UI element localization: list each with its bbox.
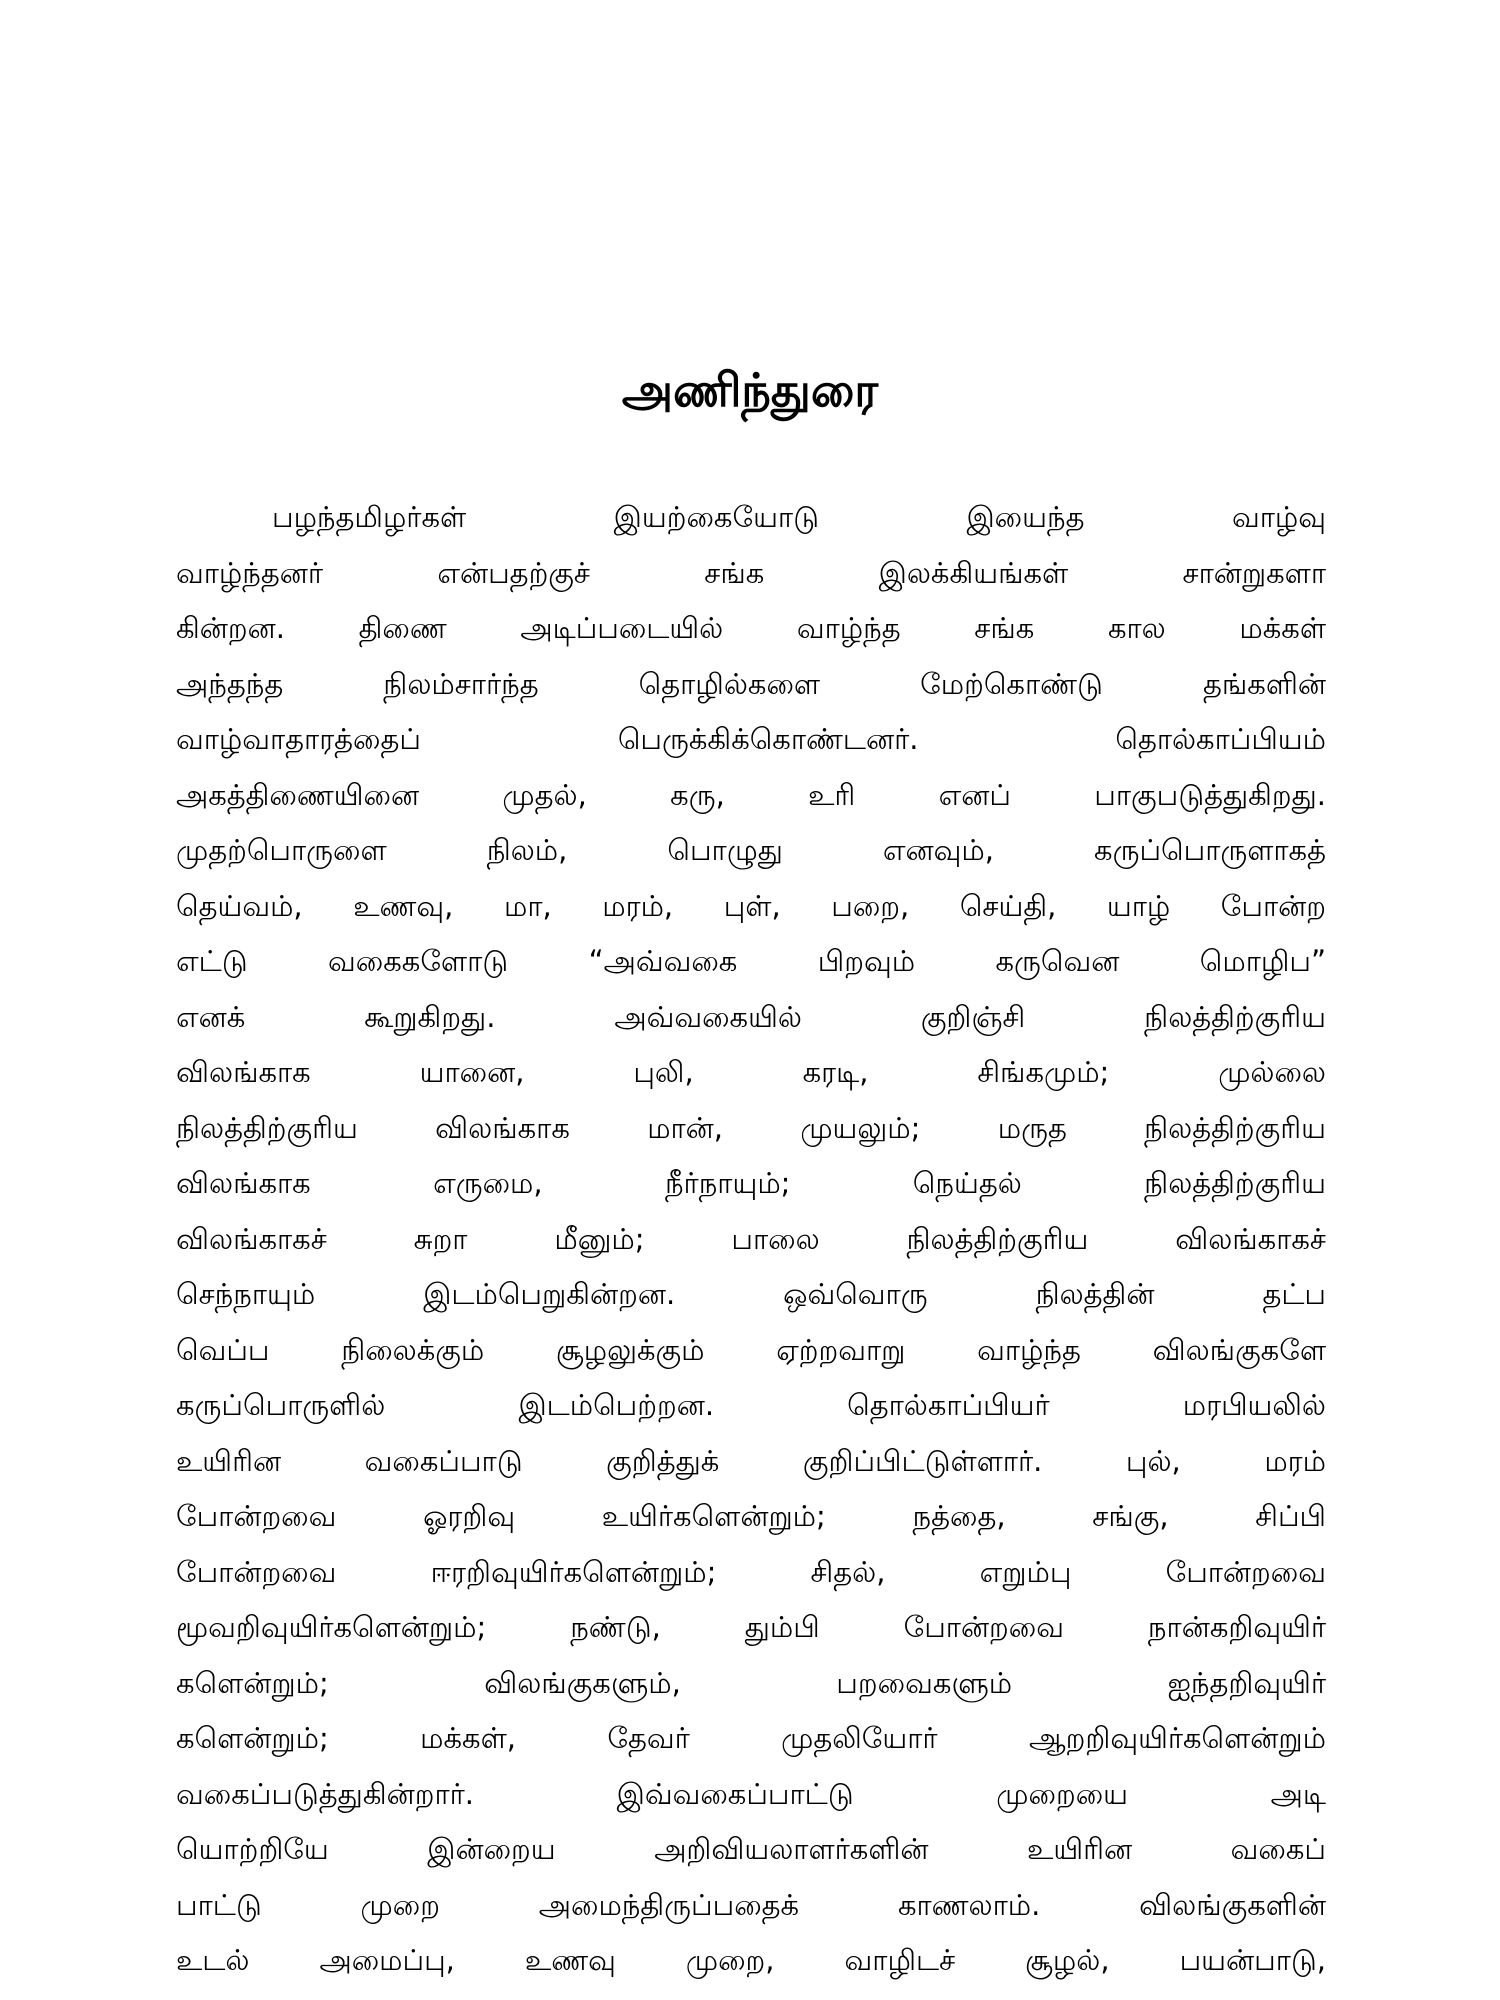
text-line: எட்டு வகைகளோடு “அவ்வகை பிறவும் கருவென மொழிப” [176,944,1326,978]
text-line: அந்தந்த நிலம்சார்ந்த தொழில்களை மேற்கொண்டு தங்களின் [176,666,1326,701]
text-line: வெப்ப நிலைக்கும் சூழலுக்கும் ஏற்றவாறு வாழ்ந்த விலங்குகளே [176,1332,1326,1367]
text-line: களென்றும்; விலங்குகளும், பறவைகளும் ஐந்தறிவுயிர் [176,1665,1326,1700]
text-line: வாழ்வாதாரத்தைப் பெருக்கிக்கொண்டனர். தொல்காப்பியம் [176,722,1326,756]
body-paragraph [176,490,1326,1989]
text-line: போன்றவை ஓரறிவு உயிர்களென்றும்; நத்தை, சங்கு, சிப்பி [176,1499,1326,1533]
text-line: கருப்பொருளில் இடம்பெற்றன. தொல்காப்பியர் மரபியலில் [176,1388,1326,1422]
text-line: அகத்திணையினை முதல், கரு, உரி எனப் பாகுபடுத்துகிறது. [176,777,1326,812]
text-line: யொற்றியே இன்றைய அறிவியலாளர்களின் உயிரின வகைப் [176,1832,1326,1866]
text-line: உயிரின வகைப்பாடு குறித்துக் குறிப்பிட்டுள்ளார். புல், மரம் [176,1443,1326,1478]
text-line: வாழ்ந்தனர் என்பதற்குச் சங்க இலக்கியங்கள் சான்றுகளா [176,555,1326,590]
text-line: உடல் அமைப்பு, உணவு முறை, வாழிடச் சூழல், பயன்பாடு, [176,1943,1326,1977]
text-line: விலங்காக யானை, புலி, கரடி, சிங்கமும்; முல்லை [176,1055,1326,1089]
text-line: விலங்காக எருமை, நீர்நாயும்; நெய்தல் நிலத்திற்குரிய [176,1166,1326,1200]
text-line: பழந்தமிழர்கள் இயற்கையோடு இயைந்த வாழ்வு [272,500,1326,534]
text-line: வகைப்படுத்துகின்றார். இவ்வகைப்பாட்டு முறையை அடி [176,1776,1326,1811]
text-line: கின்றன. திணை அடிப்படையில் வாழ்ந்த சங்க கால மக்கள் [176,611,1326,645]
text-line: போன்றவை ஈரறிவுயிர்களென்றும்; சிதல், எறும்பு போன்றவை [176,1554,1326,1589]
text-line: களென்றும்; மக்கள், தேவர் முதலியோர் ஆறறிவுயிர்களென்றும் [176,1721,1326,1755]
text-line: முதற்பொருளை நிலம், பொழுது எனவும், கருப்பொருளாகத் [176,833,1326,867]
text-line: தெய்வம், உணவு, மா, மரம், புள், பறை, செய்தி, யாழ் போன்ற [176,888,1326,923]
text-line: செந்நாயும் இடம்பெறுகின்றன. ஒவ்வொரு நிலத்தின் தட்ப [176,1277,1326,1311]
text-line: எனக் கூறுகிறது. அவ்வகையில் குறிஞ்சி நிலத்திற்குரிய [176,999,1326,1034]
text-line: விலங்காகச் சுறா மீனும்; பாலை நிலத்திற்குரிய விலங்காகச் [176,1221,1326,1256]
text-line: மூவறிவுயிர்களென்றும்; நண்டு, தும்பி போன்றவை நான்கறிவுயிர் [176,1610,1326,1644]
page-title: அணிந்துரை [621,363,879,417]
text-line: பாட்டு முறை அமைந்திருப்பதைக் காணலாம். விலங்குகளின் [176,1887,1326,1922]
text-line: நிலத்திற்குரிய விலங்காக மான், முயலும்; மருத நிலத்திற்குரிய [176,1110,1326,1145]
